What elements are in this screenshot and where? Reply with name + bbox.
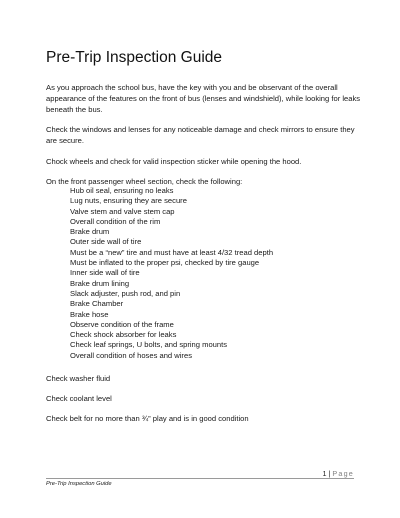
page-number-value: 1 (322, 469, 327, 478)
checklist-item: Brake drum (70, 227, 110, 237)
intro-paragraph: As you approach the school bus, have the key with you and be observant of the overall appearance of the features on the front of bus (lenses and windshield), while looking for leaks beneath the bus. (46, 83, 361, 114)
page-title: Pre-Trip Inspection Guide (46, 49, 223, 66)
windows-paragraph: Check the windows and lenses for any noticeable damage and check mirrors to ensure they are secure. (46, 125, 355, 145)
checklist-item: Observe condition of the frame (70, 319, 174, 329)
checklist-item: Check shock absorber for leaks (70, 330, 177, 340)
page-number (323, 469, 354, 478)
checklist-item: Inner side wall of tire (70, 268, 140, 278)
checklist-item: Brake Chamber (70, 299, 124, 309)
checklist-item: Brake hose (70, 309, 109, 319)
checklist-item: Valve stem and valve stem cap (70, 206, 175, 216)
wheel-checklist (70, 186, 273, 361)
checklist-item: Hub oil seal, ensuring no leaks (70, 186, 174, 195)
checklist-item: Must be a “new” tire and must have at least 4/32 tread depth (70, 247, 274, 257)
footer-divider (46, 478, 354, 479)
page-label: Page (332, 469, 354, 478)
chock-paragraph: Chock wheels and check for valid inspection sticker while opening the hood. (46, 157, 302, 166)
checklist-item: Overall condition of hoses and wires (70, 350, 192, 360)
checklist-item: Brake drum lining (70, 278, 130, 288)
coolant-paragraph: Check coolant level (46, 394, 112, 403)
checklist-item: Check leaf springs, U bolts, and spring mounts (70, 340, 228, 350)
wheel-section-paragraph: On the front passenger wheel section, check the following: (46, 177, 243, 186)
checklist-item: Must be inflated to the proper psi, checked by tire gauge (70, 258, 260, 268)
checklist-item: Lug nuts, ensuring they are secure (70, 196, 187, 206)
checklist-item: Slack adjuster, push rod, and pin (70, 288, 181, 298)
checklist-item: Outer side wall of tire (70, 237, 142, 247)
washer-paragraph: Check washer fluid (46, 374, 111, 383)
belt-paragraph: Check belt for no more than ¾” play and is in good condition (46, 414, 249, 423)
footer-running-title: Pre-Trip Inspection Guide (46, 481, 112, 487)
page-number-separator: | (328, 469, 331, 478)
checklist-item: Overall condition of the rim (70, 216, 161, 226)
